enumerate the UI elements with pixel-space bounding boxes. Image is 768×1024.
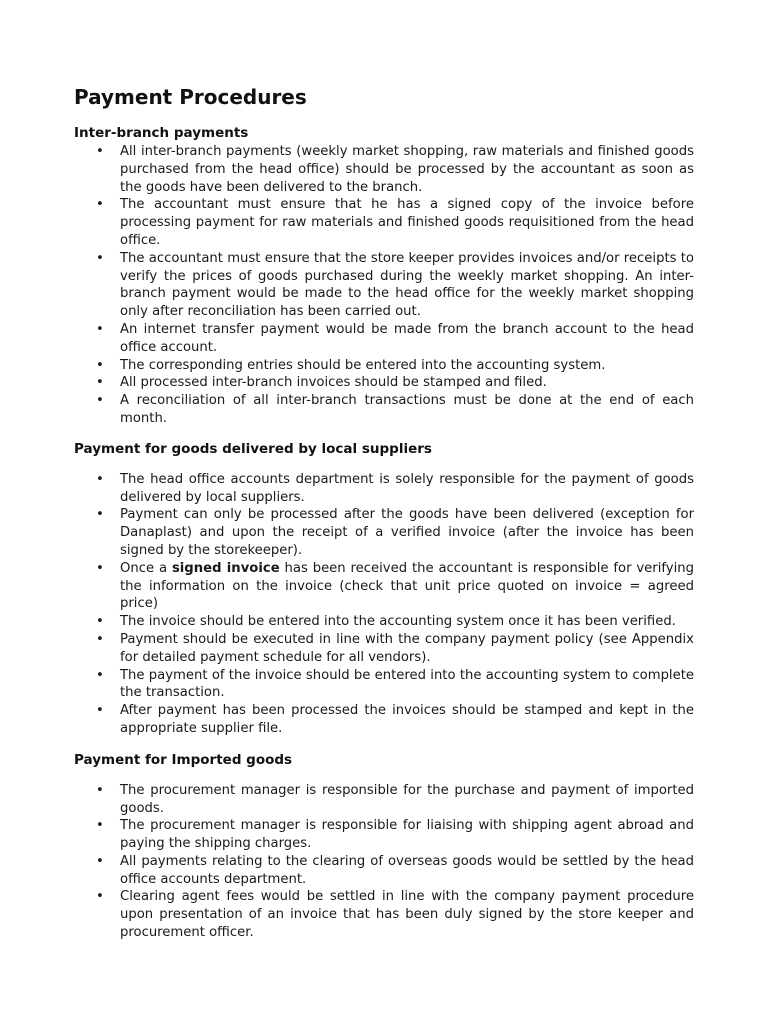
list-item xyxy=(74,560,694,613)
page-title: Payment Procedures xyxy=(74,85,307,109)
text-run: has been received the accountant is responsible for verifying the information on the invoice (check that unit price quoted on invoice = agreed price) xyxy=(120,560,694,612)
section-heading: Inter-branch payments xyxy=(74,125,249,141)
list-item: • The payment of the invoice should be entered into the accounting system to complete the transaction. xyxy=(74,667,694,703)
section-local-suppliers xyxy=(74,440,694,738)
section-inter-branch xyxy=(74,124,694,428)
list-item: • A reconciliation of all inter-branch transactions must be done at the end of each month. xyxy=(74,392,694,428)
section-heading: Payment for goods delivered by local suppliers xyxy=(74,440,432,457)
list-item: • All inter-branch payments (weekly market shopping, raw materials and finished goods purchased from the head office) should be processed by the accountant as soon as the goods have been delivered to the branch. xyxy=(74,143,694,196)
list-item: • An internet transfer payment would be made from the branch account to the head office account. xyxy=(74,321,694,357)
list-item: • The accountant must ensure that he has a signed copy of the invoice before processing payment for raw materials and finished goods requisitioned from the head office. xyxy=(74,196,694,249)
list-item: • The invoice should be entered into the accounting system once it has been verified. xyxy=(74,613,694,631)
bullet-list xyxy=(74,143,694,428)
bullet-list xyxy=(74,782,694,942)
text-run: Once a xyxy=(120,560,172,576)
section-heading: Payment for Imported goods xyxy=(74,751,293,768)
list-item: • The accountant must ensure that the store keeper provides invoices and/or receipts to verify the prices of goods purchased during the weekly market shopping. An inter-branch payment would be made to the head office for the weekly market shopping only after reconciliation has been carried out. xyxy=(74,250,694,321)
list-item: • The head office accounts department is solely responsible for the payment of goods delivered by local suppliers. xyxy=(74,471,694,507)
list-item: • Clearing agent fees would be settled in line with the company payment procedure upon presentation of an invoice that has been duly signed by the store keeper and procurement officer. xyxy=(74,888,694,941)
list-item: • All processed inter-branch invoices should be stamped and filed. xyxy=(74,374,694,392)
section-imported-goods xyxy=(74,751,694,942)
bullet-list xyxy=(74,471,694,738)
list-item: • All payments relating to the clearing of overseas goods would be settled by the head office accounts department. xyxy=(74,853,694,889)
list-item: • Payment can only be processed after the goods have been delivered (exception for Danaplast) and upon the receipt of a verified invoice (after the invoice has been signed by the storekeeper). xyxy=(74,506,694,559)
list-item: • The procurement manager is responsible for the purchase and payment of imported goods. xyxy=(74,782,694,818)
list-item: • The procurement manager is responsible for liaising with shipping agent abroad and paying the shipping charges. xyxy=(74,817,694,853)
list-item: • The corresponding entries should be entered into the accounting system. xyxy=(74,357,694,375)
bold-term: signed invoice xyxy=(171,560,280,576)
list-item: • After payment has been processed the invoices should be stamped and kept in the appropriate supplier file. xyxy=(74,702,694,738)
document-page xyxy=(74,84,694,942)
list-item: • Payment should be executed in line with the company payment policy (see Appendix for detailed payment schedule for all vendors). xyxy=(74,631,694,667)
